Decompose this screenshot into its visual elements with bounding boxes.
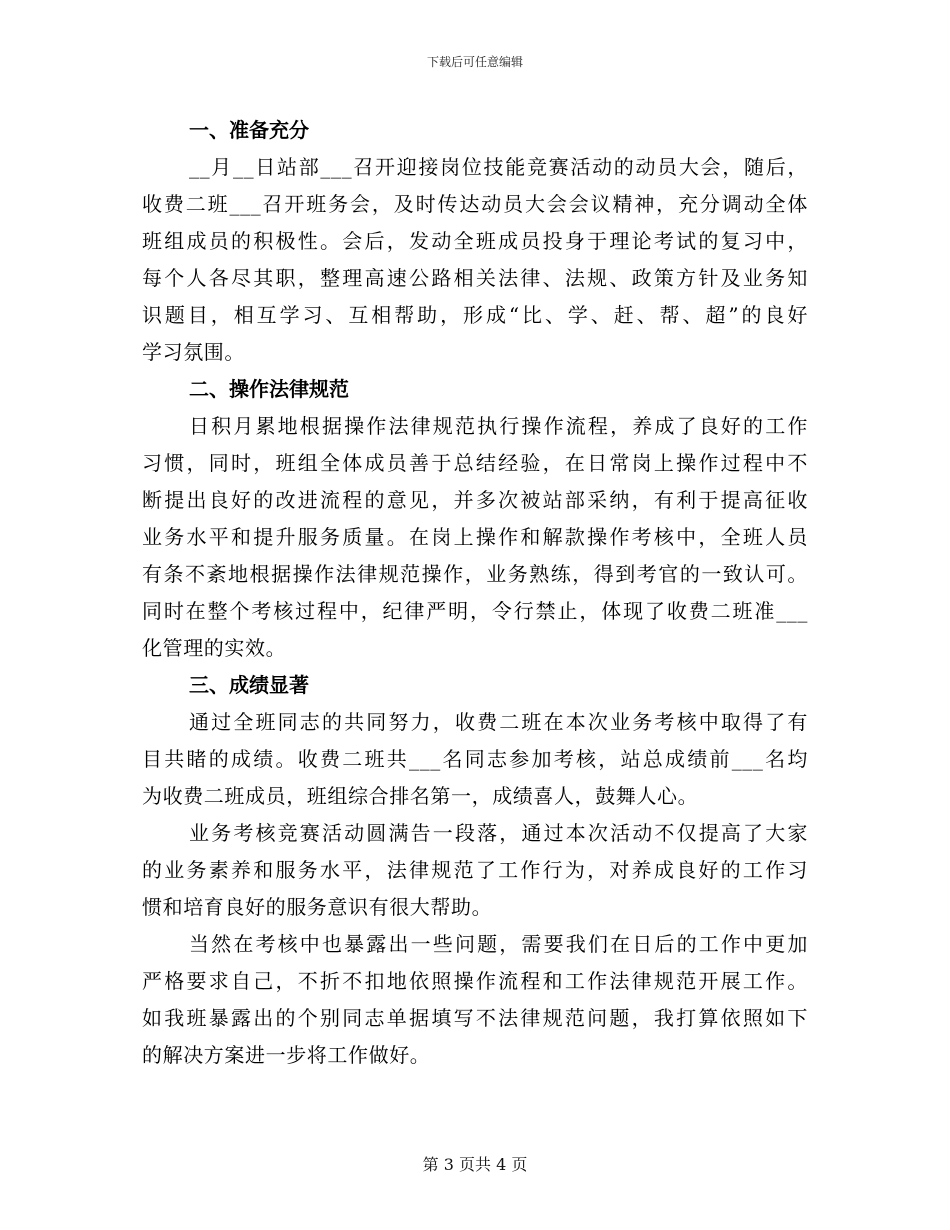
paragraph-line: 的业务素养和服务水平，法律规范了工作行为，对养成良好的工作习 <box>142 858 808 882</box>
section-heading: 二、操作法律规范 <box>189 377 349 401</box>
paragraph <box>142 408 808 667</box>
paragraph-line: 当然在考核中也暴露出一些问题，需要我们在日后的工作中更加 <box>189 932 808 956</box>
paragraph-line: 学习氛围。 <box>142 340 245 364</box>
paragraph-line: 习惯，同时，班组全体成员善于总结经验，在日常岗上操作过程中不 <box>142 451 808 475</box>
paragraph-line: 化管理的实效。 <box>142 636 287 660</box>
paragraph-line: 日积月累地根据操作法律规范执行操作流程，养成了良好的工作 <box>189 414 808 438</box>
paragraph-line: 每个人各尽其职，整理高速公路相关法律、法规、政策方针及业务知 <box>142 266 808 290</box>
section-heading: 一、准备充分 <box>189 118 309 142</box>
paragraph-line: __月__日站部___召开迎接岗位技能竞赛活动的动员大会，随后， <box>189 155 808 179</box>
document-body <box>142 112 808 1074</box>
paragraph-line: 惯和培育良好的服务意识有很大帮助。 <box>142 895 493 919</box>
paragraph-line: 业务水平和提升服务质量。在岗上操作和解款操作考核中，全班人员 <box>142 525 808 549</box>
paragraph-line: 识题目，相互学习、互相帮助，形成“比、学、赶、帮、超”的良好 <box>142 303 808 327</box>
paragraph-line: 为收费二班成员，班组综合排名第一，成绩喜人，鼓舞人心。 <box>142 784 699 808</box>
paragraph-line: 的解决方案进一步将工作做好。 <box>142 1043 431 1067</box>
page-header: 下载后可任意编辑 <box>426 55 523 69</box>
paragraph-line: 断提出良好的改进流程的意见，并多次被站部采纳，有利于提高征收 <box>142 488 808 512</box>
paragraph-line: 通过全班同志的共同努力，收费二班在本次业务考核中取得了有 <box>189 710 808 734</box>
section-heading: 三、成绩显著 <box>189 673 309 697</box>
paragraph <box>142 149 808 371</box>
paragraph-line: 收费二班___召开班务会，及时传达动员大会会议精神，充分调动全体 <box>142 192 808 216</box>
paragraph-line: 有条不紊地根据操作法律规范操作，业务熟练，得到考官的一致认可。 <box>142 562 808 586</box>
paragraph-line: 同时在整个考核过程中，纪律严明，令行禁止，体现了收费二班准___ <box>142 599 808 623</box>
paragraph <box>142 704 808 815</box>
paragraph-line: 业务考核竞赛活动圆满告一段落，通过本次活动不仅提高了大家 <box>189 821 808 845</box>
paragraph-line: 班组成员的积极性。会后，发动全班成员投身于理论考试的复习中， <box>142 229 808 253</box>
paragraph-line: 目共睹的成绩。收费二班共___名同志参加考核，站总成绩前___名均 <box>142 747 808 771</box>
paragraph-line: 如我班暴露出的个别同志单据填写不法律规范问题，我打算依照如下 <box>142 1006 808 1030</box>
paragraph <box>142 926 808 1074</box>
paragraph-line: 严格要求自己，不折不扣地依照操作流程和工作法律规范开展工作。 <box>142 969 808 993</box>
paragraph <box>142 815 808 926</box>
page-number: 第 3 页共 4 页 <box>422 1155 528 1174</box>
